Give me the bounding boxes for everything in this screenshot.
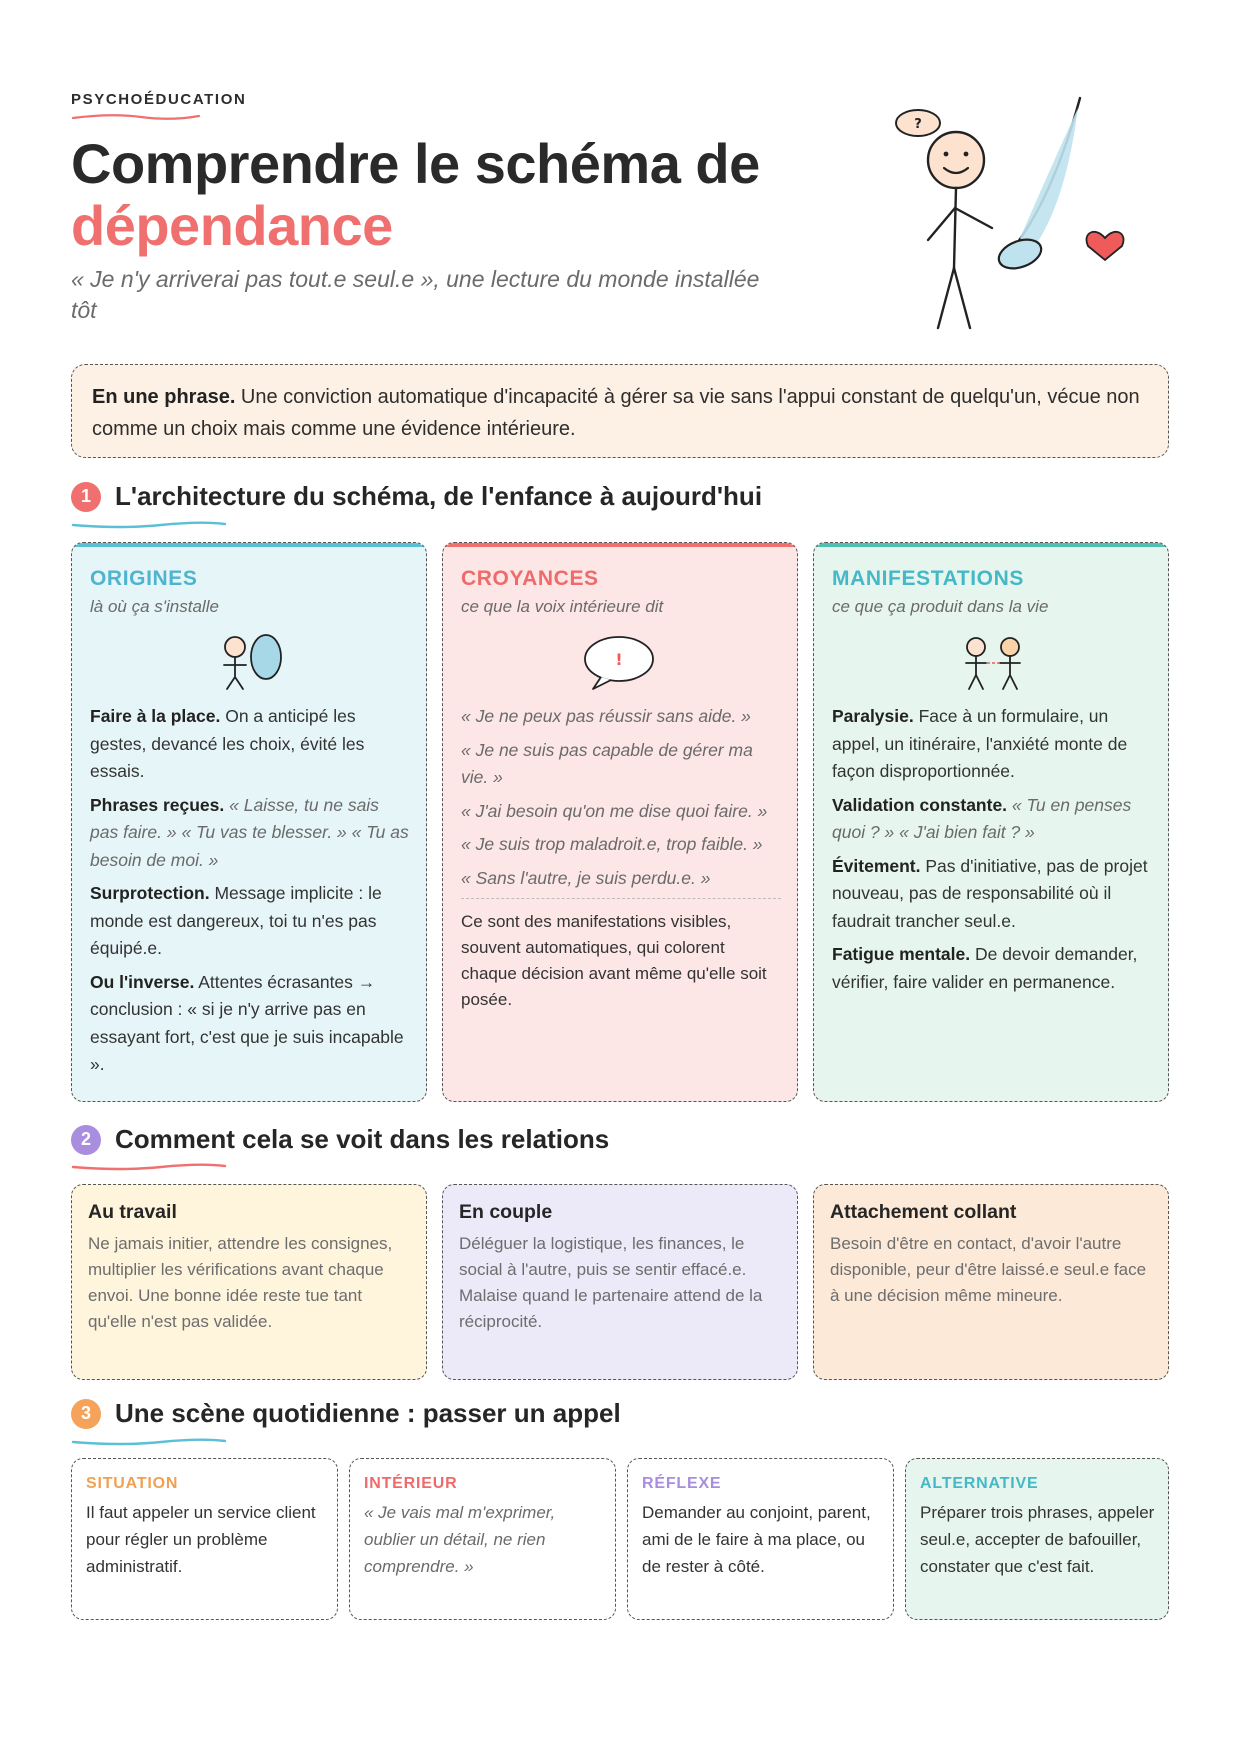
- manifestations-subtitle: ce que ça produit dans la vie: [832, 597, 1049, 616]
- card-scene-interieur: [349, 1458, 616, 1620]
- child-mirror-icon: [72, 631, 427, 691]
- list-item: Ou l'inverse. Attentes écrasantes → conclusion : « si je n'y arrive pas en essayant fort, c'est que je suis incapable ».: [90, 971, 404, 1074]
- card-scene-alternative: [905, 1458, 1169, 1620]
- relation-couple-title: En couple: [459, 1201, 553, 1223]
- section-2-title: Comment cela se voit dans les relations: [115, 1124, 610, 1154]
- section-1-heading: [71, 481, 762, 512]
- belief-quote: « Sans l'autre, je suis perdu.e. »: [461, 867, 711, 888]
- relation-work-text: Ne jamais initier, attendre les consignes, multiplier les vérifications avant chaque envoi. Une bonne idée reste tue tant qu'elle n'est pas validée.: [88, 1234, 393, 1331]
- card-croyances: [442, 542, 798, 1102]
- scene-interieur-text: « Je vais mal m'exprimer, oublier un détail, ne rien comprendre. »: [364, 1503, 556, 1576]
- bubble-question-mark: ?: [914, 117, 922, 132]
- list-item: Faire à la place. On a anticipé les gestes, devancé les choix, évité les essais.: [90, 706, 365, 781]
- croyances-subtitle: ce que la voix intérieure dit: [461, 597, 664, 616]
- belief-quote: « J'ai besoin qu'on me dise quoi faire. »: [461, 800, 768, 821]
- belief-quote: « Je suis trop maladroit.e, trop faible. »: [461, 834, 763, 854]
- scene-situation-label: SITUATION: [86, 1475, 179, 1492]
- manifestations-body: [832, 703, 1152, 1002]
- scene-interieur-label: INTÉRIEUR: [364, 1475, 458, 1492]
- section-1-underline: [71, 520, 227, 530]
- card-manifestations: [813, 542, 1169, 1102]
- divider: [461, 898, 781, 899]
- eyebrow: PSYCHOÉDUCATION: [71, 91, 247, 108]
- section-1-number: 1: [71, 482, 101, 512]
- croyances-note: Ce sont des manifestations visibles, souvent automatiques, qui colorent chaque décision avant même qu'elle soit posée.: [461, 912, 767, 1009]
- relation-work-title: Au travail: [88, 1201, 177, 1223]
- summary-lead: En une phrase.: [92, 386, 236, 408]
- list-item: Évitement. Pas d'initiative, pas de projet nouveau, pas de responsabilité où il faudrait trancher seul.e.: [832, 855, 1148, 931]
- manifestations-title: MANIFESTATIONS: [832, 567, 1024, 590]
- summary-box: [71, 364, 1169, 458]
- origines-title: ORIGINES: [90, 567, 198, 590]
- scene-alternative-label: ALTERNATIVE: [920, 1475, 1039, 1492]
- card-scene-situation: [71, 1458, 338, 1620]
- section-2-heading: [71, 1124, 609, 1155]
- title-line-1: Comprendre le schéma de: [71, 132, 760, 195]
- list-item: Fatigue mentale. De devoir demander, vérifier, faire valider en permanence.: [832, 944, 1138, 992]
- belief-quote: « Je ne peux pas réussir sans aide. »: [461, 706, 751, 726]
- section-3-underline: [71, 1437, 227, 1447]
- page-subtitle: « Je n'y arriverai pas tout.e seul.e », une lecture du monde installée tôt: [71, 266, 760, 323]
- section-3-heading: [71, 1398, 621, 1429]
- card-relation-couple: [442, 1184, 798, 1380]
- scene-alternative-text: Préparer trois phrases, appeler seul.e, accepter de bafouiller, constater que c'est fait.: [920, 1503, 1155, 1576]
- speech-bubble-mark: !: [615, 650, 623, 669]
- scene-situation-text: Il faut appeler un service client pour régler un problème administratif.: [86, 1503, 316, 1576]
- section-1-title: L'architecture du schéma, de l'enfance à aujourd'hui: [115, 481, 763, 511]
- stick-figure-illustration: [880, 88, 1150, 338]
- page-title: [71, 133, 760, 257]
- card-origines-topbar: [72, 543, 426, 547]
- list-item: Validation constante. « Tu en penses quoi ? » « J'ai bien fait ? »: [832, 794, 1132, 842]
- relation-couple-text: Déléguer la logistique, les finances, le social à l'autre, puis se sentir effacé.e. Malaise quand le partenaire attend de la réciprocité.: [459, 1234, 763, 1331]
- card-scene-reflexe: [627, 1458, 894, 1620]
- card-relation-work: [71, 1184, 427, 1380]
- list-item: Phrases reçues. « Laisse, tu ne sais pas faire. » « Tu vas te blesser. » « Tu as besoin de moi. »: [90, 794, 409, 870]
- title-accent: dépendance: [71, 194, 393, 257]
- scene-reflexe-label: RÉFLEXE: [642, 1475, 722, 1492]
- card-manifestations-topbar: [814, 543, 1168, 547]
- summary-text: Une conviction automatique d'incapacité à gérer sa vie sans l'appui constant de quelqu'un, vécue non comme un choix mais comme une évidence intérieure.: [92, 386, 1140, 440]
- origines-subtitle: là où ça s'installe: [90, 597, 219, 616]
- section-2-number: 2: [71, 1125, 101, 1155]
- section-3-title: Une scène quotidienne : passer un appel: [115, 1398, 621, 1428]
- section-3-number: 3: [71, 1399, 101, 1429]
- eyebrow-underline: [71, 112, 201, 122]
- list-item: Paralysie. Face à un formulaire, un appel, un itinéraire, l'anxiété monte de façon disproportionnée.: [832, 706, 1128, 781]
- croyances-title: CROYANCES: [461, 567, 599, 590]
- origines-body: [90, 703, 410, 1085]
- relation-attachment-title: Attachement collant: [830, 1201, 1017, 1223]
- belief-quote: « Je ne suis pas capable de gérer ma vie. »: [461, 739, 753, 787]
- card-relation-attachment: [813, 1184, 1169, 1380]
- speech-bubble-icon: [443, 631, 798, 691]
- section-2-underline: [71, 1162, 227, 1172]
- card-origines: [71, 542, 427, 1102]
- croyances-body: [461, 703, 781, 1013]
- scene-reflexe-text: Demander au conjoint, parent, ami de le faire à ma place, ou de rester à côté.: [642, 1503, 871, 1576]
- relation-attachment-text: Besoin d'être en contact, d'avoir l'autre disponible, peur d'être laissé.e seul.e face à une décision même mineure.: [830, 1234, 1147, 1305]
- two-people-icon: [814, 631, 1169, 691]
- list-item: Surprotection. Message implicite : le monde est dangereux, toi tu n'es pas équipé.e.: [90, 883, 382, 958]
- card-croyances-topbar: [443, 543, 797, 547]
